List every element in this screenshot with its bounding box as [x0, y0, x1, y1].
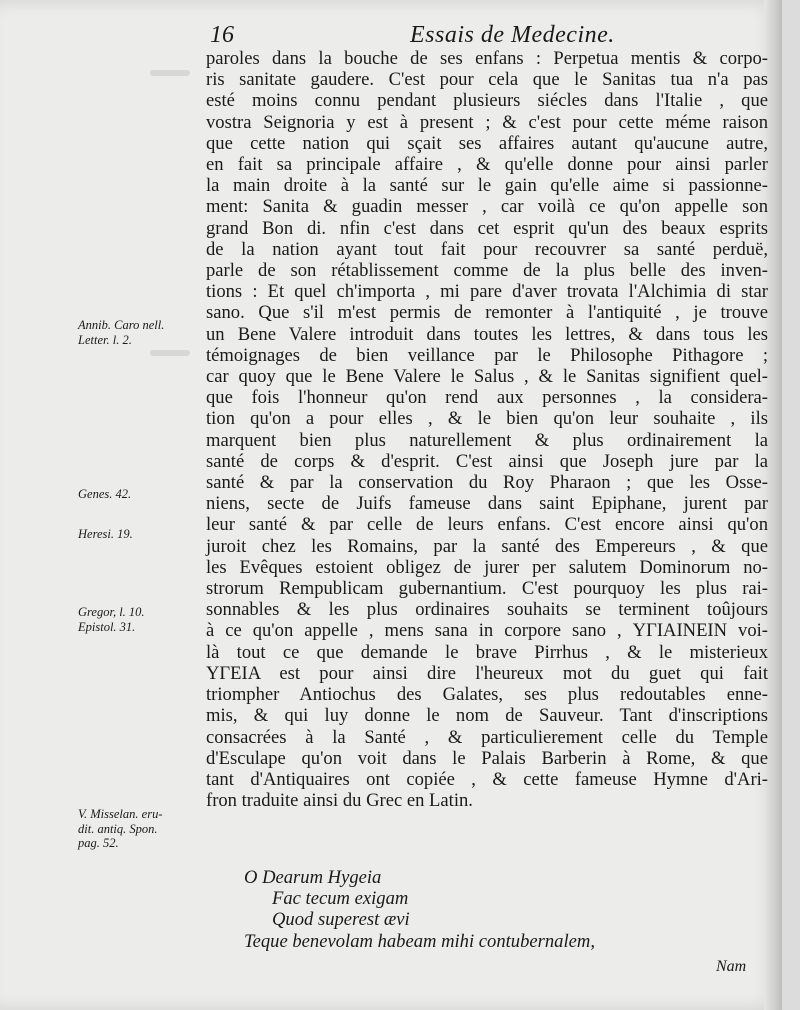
text-line: que fois l'honneur qu'on rend aux personnes , la considera- [206, 387, 768, 409]
text-line: sonnables & les plus ordinaires souhaits se terminent toûjours [206, 599, 768, 621]
verse-line: O Dearum Hygeia [244, 867, 382, 888]
text-line: la main droite à la santé sur le gain qu'elle aime si passionne- [206, 175, 768, 197]
text-line: esté moins connu pendant plusieurs siécles dans l'Italie , que [206, 90, 768, 112]
text-line: ΥΓΕΙΑ est pour ainsi dire l'heureux mot du guet qui fait [206, 662, 768, 684]
text-line: tion qu'on a pour elles , & le bien qu'on leur souhaite , ils [206, 408, 768, 430]
text-line: strorum Rempublicam gubernantium. C'est pourquoy les plus rai- [206, 578, 768, 600]
marginal-line: V. Misselan. eru- [78, 807, 163, 821]
text-line: là tout ce que demande le brave Pirrhus , & le misterieux [206, 641, 768, 663]
text-line: triompher Antiochus des Galates, ses plus redoutables enne- [206, 684, 768, 706]
text-line: fron traduite ainsi du Grec en Latin. [206, 790, 473, 812]
text-line: ris sanitate gaudere. C'est pour cela que le Sanitas tua n'a pas [206, 69, 768, 91]
verse-line: Teque benevolam habeam mihi contubernalem, [244, 930, 595, 952]
text-line: de la nation ayant tout fait pour recouvrer sa santé perduë, [206, 238, 768, 260]
marginal-note-genes: Genes. 42. [78, 487, 132, 501]
text-line: mis, & qui luy donne le nom de Sauveur. Tant d'inscriptions [206, 705, 768, 727]
marginal-note-missel [78, 807, 163, 851]
show-through-mark [150, 70, 190, 76]
text-line: car quoy que le Bene Valere le Salus , & le Sanitas signifient quel- [206, 366, 768, 388]
text-line: leur santé & par celle de leurs enfans. C'est encore ainsi qu'on [206, 514, 768, 536]
body-text [206, 48, 768, 811]
text-line: parle de son rétablissement comme de la plus belle des inven- [206, 260, 768, 282]
text-line: marquent bien plus naturellement & plus ordinairement la [206, 429, 768, 451]
verse-line: Quod superest ævi [272, 909, 410, 931]
text-line: un Bene Valere introduit dans toutes les lettres, & dans tous les [206, 323, 768, 345]
text-line: sano. Que s'il m'est permis de remonter à l'antiquité , je trouve [206, 302, 768, 324]
text-line: santé & par la conservation du Roy Pharaon ; que les Osse- [206, 472, 768, 494]
text-line: grand Bon di. nfin c'est dans cet esprit qu'un des beaux esprits [206, 217, 768, 239]
text-line: paroles dans la bouche de ses enfans : Perpetua mentis & corpo- [206, 48, 768, 69]
text-line: tions : Et quel ch'importa , mi pare d'aver trovata l'Alchimia di star [206, 281, 768, 303]
marginal-note-heresi: Heresi. 19. [78, 527, 133, 541]
text-line: à ce qu'on appelle , mens sana in corpore sano , ΥΓΙΑΙΝΕΙΝ voi- [206, 620, 768, 642]
text-line: consacrées à la Santé , & particulierement celle du Temple [206, 726, 768, 748]
show-through-mark [150, 350, 190, 356]
text-line: en fait sa principale affaire , & qu'elle donne pour ainsi parler [206, 154, 768, 176]
marginal-line: pag. 52. [78, 836, 119, 850]
page-header [210, 22, 770, 50]
marginal-line: Gregor, l. 10. [78, 605, 145, 619]
text-line: vostra Seignoria y est à present ; & c'est pour cette méme raison [206, 111, 768, 133]
marginal-line: Epistol. 31. [78, 619, 136, 634]
catchword: Nam [716, 958, 747, 975]
text-line: niens, secte de Juifs fameuse dans saint Epiphane, jurent par [206, 493, 768, 515]
marginal-note-annib [78, 318, 164, 347]
verse-line: Fac tecum exigam [272, 888, 409, 910]
latin-verse [234, 867, 595, 952]
marginal-line: dit. antiq. Spon. [78, 821, 158, 836]
marginal-line: Annib. Caro nell. [78, 318, 165, 332]
text-line: témoignages de bien veillance par le Philosophe Pithagore ; [206, 344, 768, 366]
text-line: les Evêques estoient obligez de jurer per salutem Dominorum no- [206, 556, 768, 578]
page-number: 16 [210, 22, 234, 48]
text-line: que cette nation qui sçait ses affaires autant qu'aucune autre, [206, 132, 768, 154]
marginal-line: Letter. l. 2. [78, 332, 132, 347]
text-line: juroit chez les Romains, par la santé des Empereurs , & que [206, 535, 768, 557]
text-line: tant d'Antiquaires ont copiée , & cette fameuse Hymne d'Ari- [206, 768, 768, 790]
text-line: d'Esculape qu'on voit dans le Palais Barberin à Rome, & que [206, 747, 768, 769]
running-title: Essais de Medecine. [410, 22, 615, 48]
text-line: ment: Sanita & guadin messer , car voilà ce qu'on appelle son [206, 196, 768, 218]
marginal-note-gregor [78, 605, 145, 634]
text-line: santé de corps & d'esprit. C'est ainsi que Joseph jure par la [206, 450, 768, 472]
